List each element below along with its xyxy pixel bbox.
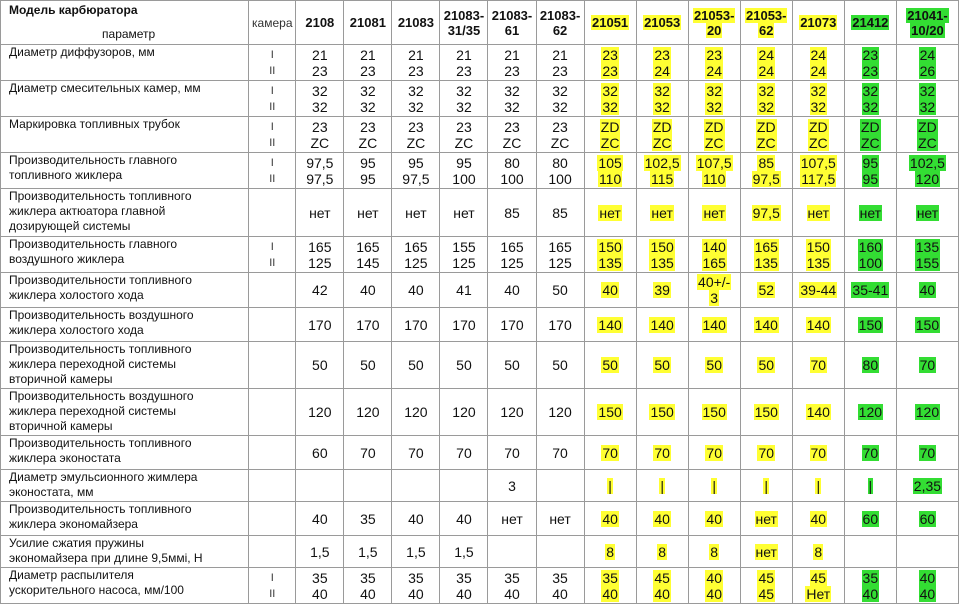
value-cell: 21 23	[536, 45, 584, 81]
value-cell: 95 97,5	[392, 153, 440, 189]
value-cell: 40+/- 3	[688, 273, 740, 308]
parameter-label: Производительность главного топливного жиклера	[1, 153, 249, 189]
header-param-label: параметр	[102, 27, 156, 41]
value-cell: 41	[440, 273, 488, 308]
value-cell: 32 32	[344, 81, 392, 117]
value-cell: 32 32	[584, 81, 636, 117]
table-row	[1, 536, 959, 568]
table-row	[1, 342, 959, 389]
value-cell: 1,5	[344, 536, 392, 568]
chamber-cell	[249, 470, 296, 502]
value-cell: 60	[296, 436, 344, 470]
value-cell: 40	[392, 273, 440, 308]
value-cell	[844, 536, 896, 568]
table-row	[1, 470, 959, 502]
value-cell: 45 Нет	[792, 568, 844, 604]
value-cell: 32 32	[896, 81, 958, 117]
value-cell: 70	[488, 436, 536, 470]
value-cell: 23 23	[584, 45, 636, 81]
parameter-label: Диаметр смесительных камер, мм	[1, 81, 249, 117]
value-cell: 40	[584, 502, 636, 536]
value-cell: 150	[896, 308, 958, 342]
parameter-label: Диаметр распылителя ускорительного насоса, мм/100	[1, 568, 249, 604]
value-cell	[536, 536, 584, 568]
chamber-cell	[249, 308, 296, 342]
column-header-21053-62: 21053- 62	[740, 1, 792, 45]
chamber-cell: I II	[249, 45, 296, 81]
value-cell: 165 145	[344, 237, 392, 273]
column-header-21083-31/35: 21083- 31/35	[440, 1, 488, 45]
value-cell: 120	[896, 389, 958, 436]
value-cell: нет	[344, 189, 392, 237]
value-cell: 155 125	[440, 237, 488, 273]
table-row	[1, 568, 959, 604]
value-cell: 24 24	[792, 45, 844, 81]
value-cell: 85	[536, 189, 584, 237]
value-cell: 140	[740, 308, 792, 342]
header-row	[1, 1, 959, 45]
value-cell: 140	[792, 308, 844, 342]
table-row	[1, 45, 959, 81]
value-cell: ZD ZC	[688, 117, 740, 153]
chamber-cell	[249, 536, 296, 568]
table-row	[1, 189, 959, 237]
parameter-label: Маркировка топливных трубок	[1, 117, 249, 153]
column-header-2108: 2108	[296, 1, 344, 45]
chamber-cell	[249, 189, 296, 237]
value-cell: нет	[740, 536, 792, 568]
value-cell: 70	[896, 342, 958, 389]
value-cell: 23 ZC	[344, 117, 392, 153]
column-header-21083-61: 21083- 61	[488, 1, 536, 45]
value-cell: 50	[344, 342, 392, 389]
value-cell: 35-41	[844, 273, 896, 308]
parameter-label: Производительность топливного жиклера переходной системы вторичной камеры	[1, 342, 249, 389]
value-cell: 23 ZC	[440, 117, 488, 153]
value-cell: 40 40	[688, 568, 740, 604]
value-cell: 23 ZC	[392, 117, 440, 153]
column-header-21073: 21073	[792, 1, 844, 45]
value-cell: 40	[792, 502, 844, 536]
value-cell: 23 23	[844, 45, 896, 81]
value-cell: 120	[536, 389, 584, 436]
value-cell: 102,5 120	[896, 153, 958, 189]
value-cell: 150	[844, 308, 896, 342]
value-cell: 40	[344, 273, 392, 308]
value-cell: 50	[536, 342, 584, 389]
value-cell: |	[688, 470, 740, 502]
value-cell: 105 110	[584, 153, 636, 189]
parameter-label: Диаметр эмульсионного жимлера эконостата, мм	[1, 470, 249, 502]
table-row	[1, 502, 959, 536]
value-cell: 60	[844, 502, 896, 536]
value-cell: 8	[792, 536, 844, 568]
value-cell	[296, 470, 344, 502]
value-cell: 95 95	[844, 153, 896, 189]
value-cell: 32 32	[392, 81, 440, 117]
table-row	[1, 237, 959, 273]
value-cell: 150	[688, 389, 740, 436]
value-cell: нет	[844, 189, 896, 237]
value-cell: 40	[296, 502, 344, 536]
value-cell: нет	[536, 502, 584, 536]
value-cell: 50	[584, 342, 636, 389]
value-cell: 50	[392, 342, 440, 389]
value-cell: 32 32	[740, 81, 792, 117]
value-cell: 32 32	[536, 81, 584, 117]
column-header-21412: 21412	[844, 1, 896, 45]
value-cell: нет	[792, 189, 844, 237]
value-cell: нет	[440, 189, 488, 237]
table-row	[1, 436, 959, 470]
value-cell: 170	[392, 308, 440, 342]
value-cell: 24 24	[740, 45, 792, 81]
value-cell: 35 40	[584, 568, 636, 604]
value-cell: 24 26	[896, 45, 958, 81]
value-cell: 102,5 115	[636, 153, 688, 189]
value-cell: 35 40	[344, 568, 392, 604]
value-cell: 21 23	[296, 45, 344, 81]
value-cell: 1,5	[392, 536, 440, 568]
value-cell: 40	[392, 502, 440, 536]
value-cell: 50	[488, 342, 536, 389]
value-cell: 1,5	[440, 536, 488, 568]
value-cell: |	[740, 470, 792, 502]
value-cell: ZD ZC	[792, 117, 844, 153]
value-cell: 165 125	[488, 237, 536, 273]
value-cell: 150	[740, 389, 792, 436]
value-cell: |	[584, 470, 636, 502]
value-cell: 1,5	[296, 536, 344, 568]
value-cell: |	[636, 470, 688, 502]
value-cell: 21 23	[392, 45, 440, 81]
value-cell: 170	[440, 308, 488, 342]
value-cell: 170	[296, 308, 344, 342]
chamber-cell: I II	[249, 153, 296, 189]
chamber-cell	[249, 342, 296, 389]
parameter-label: Диаметр диффузоров, мм	[1, 45, 249, 81]
value-cell: 70	[792, 436, 844, 470]
value-cell: 95 100	[440, 153, 488, 189]
value-cell: 23 24	[688, 45, 740, 81]
value-cell: |	[792, 470, 844, 502]
value-cell: 50	[440, 342, 488, 389]
value-cell: 120	[392, 389, 440, 436]
table-row	[1, 153, 959, 189]
value-cell: 42	[296, 273, 344, 308]
value-cell: 120	[440, 389, 488, 436]
value-cell: 120	[344, 389, 392, 436]
value-cell: 23 ZC	[536, 117, 584, 153]
parameter-label: Усилие сжатия пружины экономайзера при длине 9,5ммі, Н	[1, 536, 249, 568]
value-cell	[344, 470, 392, 502]
parameter-label: Производительность топливного жиклера эконостата	[1, 436, 249, 470]
value-cell: 70	[896, 436, 958, 470]
value-cell: 70	[344, 436, 392, 470]
value-cell: 40 40	[896, 568, 958, 604]
value-cell: 40	[584, 273, 636, 308]
value-cell: 70	[536, 436, 584, 470]
column-header-21041-10/20: 21041- 10/20	[896, 1, 958, 45]
value-cell: 60	[896, 502, 958, 536]
chamber-cell: I II	[249, 117, 296, 153]
value-cell: нет	[584, 189, 636, 237]
value-cell: 135 155	[896, 237, 958, 273]
value-cell: 32 32	[844, 81, 896, 117]
value-cell: 160 100	[844, 237, 896, 273]
value-cell: 140	[792, 389, 844, 436]
value-cell: 21 23	[488, 45, 536, 81]
value-cell: 70	[440, 436, 488, 470]
value-cell: ZD ZC	[896, 117, 958, 153]
value-cell: 70	[584, 436, 636, 470]
header-title: Модель карбюратора	[9, 3, 138, 17]
value-cell: 40	[488, 273, 536, 308]
value-cell: ZD ZC	[740, 117, 792, 153]
value-cell: ZD ZC	[844, 117, 896, 153]
chamber-cell	[249, 502, 296, 536]
value-cell: 35 40	[488, 568, 536, 604]
value-cell: 8	[688, 536, 740, 568]
parameter-label: Производительность воздушного жиклера переходной системы вторичной камеры	[1, 389, 249, 436]
value-cell: 70	[740, 436, 792, 470]
value-cell: 165 125	[392, 237, 440, 273]
value-cell: 85	[488, 189, 536, 237]
parameter-label: Производительности топливного жиклера холостого хода	[1, 273, 249, 308]
value-cell: 70	[792, 342, 844, 389]
value-cell	[896, 536, 958, 568]
value-cell: 50	[636, 342, 688, 389]
value-cell: 40	[688, 502, 740, 536]
value-cell: 150	[636, 389, 688, 436]
value-cell: 39-44	[792, 273, 844, 308]
value-cell: 150 135	[584, 237, 636, 273]
value-cell: 35 40	[296, 568, 344, 604]
value-cell: 50	[296, 342, 344, 389]
value-cell: 32 32	[488, 81, 536, 117]
value-cell: 35 40	[844, 568, 896, 604]
value-cell	[488, 536, 536, 568]
table-row	[1, 308, 959, 342]
value-cell: 70	[688, 436, 740, 470]
value-cell	[392, 470, 440, 502]
parameter-label: Производительность воздушного жиклера холостого хода	[1, 308, 249, 342]
value-cell: 50	[536, 273, 584, 308]
value-cell: 170	[536, 308, 584, 342]
value-cell	[536, 470, 584, 502]
parameter-label: Производительность топливного жиклера актюатора главной дозирующей системы	[1, 189, 249, 237]
value-cell: |	[844, 470, 896, 502]
value-cell: 97,5	[740, 189, 792, 237]
value-cell: 70	[636, 436, 688, 470]
value-cell: 165 125	[296, 237, 344, 273]
value-cell: 70	[392, 436, 440, 470]
value-cell: 140 165	[688, 237, 740, 273]
value-cell: 107,5 117,5	[792, 153, 844, 189]
value-cell: 120	[844, 389, 896, 436]
value-cell: 97,5 97,5	[296, 153, 344, 189]
value-cell: 21 23	[344, 45, 392, 81]
parameter-label: Производительность главного воздушного жиклера	[1, 237, 249, 273]
value-cell: 23 ZC	[488, 117, 536, 153]
value-cell: 2,35	[896, 470, 958, 502]
column-header-21083-62: 21083- 62	[536, 1, 584, 45]
value-cell: 80 100	[536, 153, 584, 189]
value-cell: ZD ZC	[636, 117, 688, 153]
value-cell: 140	[688, 308, 740, 342]
column-header-21083: 21083	[392, 1, 440, 45]
value-cell: 85 97,5	[740, 153, 792, 189]
value-cell: 32 32	[636, 81, 688, 117]
value-cell: 165 135	[740, 237, 792, 273]
value-cell: 120	[488, 389, 536, 436]
value-cell: 165 125	[536, 237, 584, 273]
value-cell: 70	[844, 436, 896, 470]
value-cell: 40	[636, 502, 688, 536]
value-cell: 45 45	[740, 568, 792, 604]
value-cell: 8	[584, 536, 636, 568]
value-cell: 170	[344, 308, 392, 342]
value-cell: 140	[584, 308, 636, 342]
value-cell: 150 135	[636, 237, 688, 273]
value-cell: 150	[584, 389, 636, 436]
value-cell: нет	[896, 189, 958, 237]
value-cell: 40	[440, 502, 488, 536]
value-cell: 23 ZC	[296, 117, 344, 153]
chamber-cell: I II	[249, 81, 296, 117]
value-cell: 52	[740, 273, 792, 308]
chamber-cell	[249, 389, 296, 436]
value-cell: 32 32	[792, 81, 844, 117]
value-cell: 40	[896, 273, 958, 308]
value-cell: 35 40	[392, 568, 440, 604]
value-cell: нет	[636, 189, 688, 237]
value-cell: 95 95	[344, 153, 392, 189]
header-corner	[1, 1, 249, 45]
column-header-21053: 21053	[636, 1, 688, 45]
table-row	[1, 81, 959, 117]
value-cell: 3	[488, 470, 536, 502]
value-cell: 35 40	[440, 568, 488, 604]
table-row	[1, 389, 959, 436]
value-cell: 32 32	[440, 81, 488, 117]
value-cell: 21 23	[440, 45, 488, 81]
table-row	[1, 117, 959, 153]
value-cell: нет	[296, 189, 344, 237]
chamber-cell: I II	[249, 237, 296, 273]
value-cell: нет	[392, 189, 440, 237]
table-row	[1, 273, 959, 308]
value-cell: 35 40	[536, 568, 584, 604]
value-cell: 120	[296, 389, 344, 436]
value-cell: нет	[688, 189, 740, 237]
column-header-21081: 21081	[344, 1, 392, 45]
value-cell: ZD ZC	[584, 117, 636, 153]
parameter-label: Производительность топливного жиклера экономайзера	[1, 502, 249, 536]
value-cell: 32 32	[296, 81, 344, 117]
value-cell: 140	[636, 308, 688, 342]
value-cell: 150 135	[792, 237, 844, 273]
header-chamber-label: камера	[249, 1, 296, 45]
value-cell: 32 32	[688, 81, 740, 117]
chamber-cell	[249, 273, 296, 308]
value-cell: 107,5 110	[688, 153, 740, 189]
value-cell: 170	[488, 308, 536, 342]
value-cell	[440, 470, 488, 502]
chamber-cell: I II	[249, 568, 296, 604]
value-cell: 50	[688, 342, 740, 389]
value-cell: 80 100	[488, 153, 536, 189]
value-cell: 80	[844, 342, 896, 389]
value-cell: 23 24	[636, 45, 688, 81]
value-cell: 8	[636, 536, 688, 568]
value-cell: 50	[740, 342, 792, 389]
value-cell: 39	[636, 273, 688, 308]
value-cell: нет	[488, 502, 536, 536]
value-cell: 45 40	[636, 568, 688, 604]
column-header-21051: 21051	[584, 1, 636, 45]
column-header-21053-20: 21053- 20	[688, 1, 740, 45]
chamber-cell	[249, 436, 296, 470]
value-cell: нет	[740, 502, 792, 536]
value-cell: 35	[344, 502, 392, 536]
